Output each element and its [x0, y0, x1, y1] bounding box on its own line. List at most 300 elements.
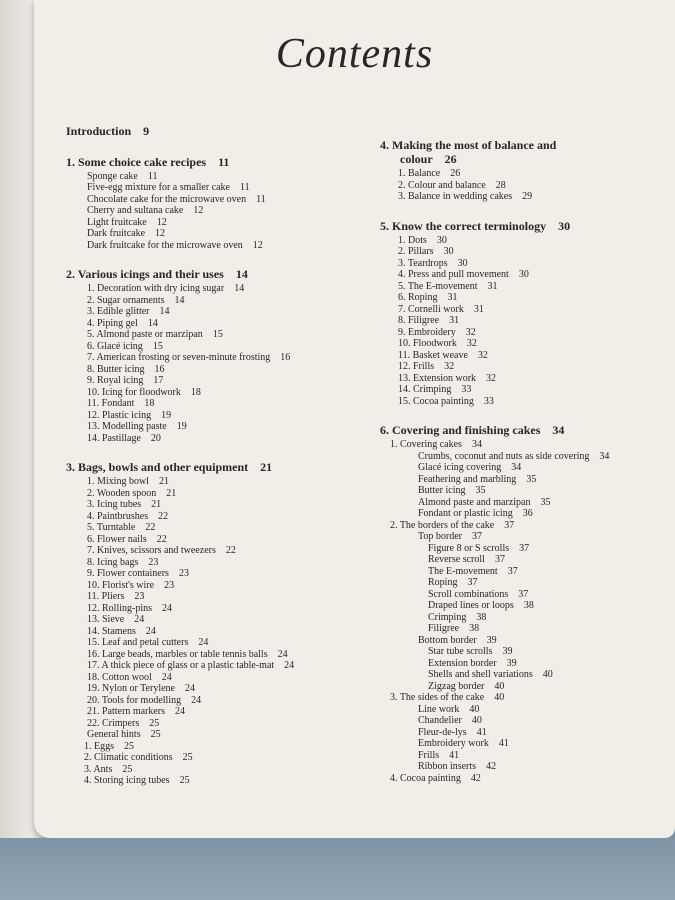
- toc-entry: [380, 350, 670, 362]
- toc-entry: [66, 626, 366, 638]
- entry-label: 4. Press and pull movement: [398, 269, 509, 280]
- entry-label: 1. Balance: [398, 168, 441, 179]
- toc-entry: [380, 246, 670, 258]
- toc-entry: [66, 205, 366, 217]
- entry-label: 8. Icing bags: [87, 556, 139, 568]
- entry-page-number: 42: [470, 772, 481, 784]
- toc-entry: [380, 304, 670, 316]
- toc-entry: [380, 727, 670, 739]
- toc-entry: [380, 612, 670, 624]
- entry-page-number: 40: [471, 715, 482, 726]
- entry-page-number: 25: [179, 775, 190, 786]
- entry-page-number: 24: [162, 602, 173, 614]
- entry-label: 12. Frills: [398, 361, 435, 372]
- toc-section: [380, 423, 670, 784]
- entry-page-number: 25: [124, 740, 134, 752]
- toc-entry: [66, 741, 366, 753]
- entry-page-number: 33: [461, 384, 472, 395]
- section-title-label: 2. Various icings and their uses: [66, 267, 224, 281]
- entry-label: 11. Pliers: [87, 591, 125, 602]
- section-title-label: 3. Bags, bowls and other equipment: [66, 460, 249, 474]
- toc-entry: [66, 729, 366, 741]
- entry-page-number: 28: [495, 179, 506, 191]
- entry-label: 13. Sieve: [87, 614, 125, 625]
- entry-page-number: 37: [494, 554, 505, 565]
- toc-entry: [66, 591, 366, 603]
- entry-label: 1. Covering cakes: [390, 439, 462, 450]
- toc-entry: [66, 499, 366, 511]
- entry-label: 3. Balance in wedding cakes: [398, 191, 513, 202]
- entry-label: 2. Pillars: [398, 246, 434, 257]
- toc-entry: [66, 421, 366, 433]
- desk-surface: [0, 838, 675, 900]
- toc-entry: [66, 752, 366, 764]
- entry-page-number: 12: [155, 228, 166, 239]
- entry-label: Fondant or plastic icing: [418, 508, 513, 519]
- toc-entry: [66, 283, 366, 295]
- toc-entry: [66, 476, 366, 488]
- toc-entry: [66, 545, 366, 557]
- entry-label: 11. Fondant: [87, 398, 135, 409]
- entry-page-number: 33: [483, 395, 494, 407]
- entry-label: 1. Dots: [398, 234, 427, 246]
- entry-page-number: 41: [498, 738, 509, 749]
- entry-label: Top border: [418, 531, 463, 542]
- entry-label: Bottom border: [418, 634, 477, 646]
- section-title-label: 1. Some choice cake recipes: [66, 154, 207, 169]
- toc-entry: [380, 451, 670, 463]
- entry-label: 12. Plastic icing: [87, 409, 152, 421]
- entry-label: Crimping: [428, 611, 467, 623]
- toc-entry: [380, 474, 670, 486]
- entry-page-number: 15: [152, 340, 163, 352]
- entry-page-number: 22: [145, 522, 156, 533]
- toc-entry: [66, 295, 366, 307]
- toc-entry: [66, 580, 366, 592]
- toc-entry: [66, 387, 366, 399]
- toc-entry: [380, 497, 670, 509]
- entry-label: 4. Piping gel: [87, 317, 138, 329]
- section-title: [380, 423, 670, 437]
- toc-entry: [380, 623, 670, 635]
- toc-entry: [66, 352, 366, 364]
- entry-page-number: 14: [174, 294, 185, 306]
- entry-label: Dark fruitcake: [87, 228, 146, 239]
- entry-page-number: 31: [449, 315, 460, 326]
- toc-entry: [380, 600, 670, 612]
- entry-page-number: 39: [486, 634, 497, 646]
- section-title: [66, 155, 366, 169]
- toc-section: [66, 267, 366, 444]
- toc-entry: [66, 194, 366, 206]
- entry-label: 9. Flower containers: [87, 568, 169, 579]
- entry-label: 8. Butter icing: [87, 363, 145, 375]
- entry-page-number: 17: [153, 375, 164, 386]
- entry-page-number: 38: [469, 623, 480, 634]
- section-page-number: 26: [444, 152, 457, 166]
- page-title: Contents: [275, 31, 434, 77]
- entry-label: 8. Filigree: [398, 315, 440, 326]
- entry-page-number: 32: [486, 372, 497, 384]
- entry-label: 6. Flower nails: [87, 533, 147, 545]
- entry-page-number: 35: [526, 473, 537, 485]
- toc-entry: [66, 329, 366, 341]
- entry-page-number: 41: [449, 749, 460, 761]
- entry-page-number: 32: [466, 338, 477, 349]
- entry-label: 13. Modelling paste: [87, 421, 167, 432]
- entry-label: Roping: [428, 577, 458, 588]
- toc-entry: [380, 554, 670, 566]
- entry-label: 5. Turntable: [87, 522, 136, 533]
- entry-page-number: 37: [507, 565, 518, 577]
- entry-page-number: 35: [475, 485, 486, 496]
- entry-label: 2. Wooden spoon: [87, 487, 157, 499]
- entry-page-number: 31: [473, 303, 484, 315]
- entry-label: Glacé icing covering: [418, 462, 502, 473]
- entry-label: Five-egg mixture for a smaller cake: [87, 182, 230, 193]
- entry-label: 2. The borders of the cake: [390, 519, 495, 531]
- entry-page-number: 25: [122, 763, 133, 775]
- entry-page-number: 19: [176, 421, 187, 432]
- entry-label: 3. The sides of the cake: [390, 692, 485, 703]
- entry-page-number: 35: [540, 496, 551, 508]
- entry-page-number: 36: [522, 508, 533, 519]
- entry-label: Dark fruitcake for the microwave oven: [87, 239, 243, 251]
- entry-page-number: 37: [518, 588, 529, 600]
- toc-entry: [66, 433, 366, 445]
- toc-entry: [66, 557, 366, 569]
- entry-label: 7. Knives, scissors and tweezers: [87, 545, 216, 556]
- entry-label: 11. Basket weave: [398, 349, 468, 361]
- entry-page-number: 24: [284, 660, 295, 671]
- entry-label: Scroll combinations: [428, 588, 509, 600]
- toc-entry: [380, 566, 670, 578]
- entry-label: 16. Large beads, marbles or table tennis balls: [87, 648, 268, 660]
- toc-entry: [380, 508, 670, 520]
- entry-page-number: 24: [134, 614, 145, 625]
- introduction-label: Introduction: [66, 124, 132, 138]
- toc-entry: [380, 692, 670, 704]
- entry-page-number: 37: [519, 542, 530, 554]
- entry-label: 15. Leaf and petal cutters: [87, 637, 189, 648]
- entry-label: Feathering and marbling: [418, 473, 517, 485]
- toc-entry: [66, 488, 366, 500]
- entry-page-number: 25: [149, 717, 160, 729]
- introduction-entry: [66, 126, 366, 138]
- entry-page-number: 39: [502, 646, 513, 657]
- entry-label: Filigree: [428, 623, 460, 634]
- entry-label: Line work: [418, 703, 460, 715]
- toc-entry: [380, 635, 670, 647]
- toc-entry: [380, 543, 670, 555]
- entry-page-number: 37: [467, 577, 478, 588]
- contents-page: [34, 0, 675, 838]
- entry-label: Sponge cake: [87, 170, 138, 182]
- toc-entry: [380, 384, 670, 396]
- entry-page-number: 18: [144, 398, 155, 409]
- section-title-label: 6. Covering and finishing cakes: [380, 423, 541, 437]
- entry-label: Star tube scrolls: [428, 646, 493, 657]
- entry-label: 19. Nylon or Terylene: [87, 683, 175, 694]
- toc-entry: [380, 589, 670, 601]
- entry-page-number: 32: [477, 349, 488, 361]
- entry-page-number: 12: [193, 205, 204, 216]
- toc-entry: [380, 338, 670, 350]
- toc-entry: [66, 228, 366, 240]
- toc-entry: [380, 235, 670, 247]
- toc-entry: [380, 361, 670, 373]
- entry-label: Reverse scroll: [428, 554, 485, 565]
- entry-label: 18. Cotton wool: [87, 671, 152, 683]
- entry-page-number: 11: [147, 170, 158, 182]
- entry-page-number: 38: [523, 600, 534, 611]
- entry-page-number: 37: [472, 531, 483, 542]
- entry-page-number: 34: [511, 462, 522, 473]
- entry-label: 9. Embroidery: [398, 326, 456, 338]
- entry-page-number: 14: [234, 283, 245, 294]
- entry-page-number: 15: [212, 329, 223, 340]
- toc-entry: [66, 695, 366, 707]
- entry-label: 22. Crimpers: [87, 717, 140, 729]
- entry-page-number: 23: [164, 579, 175, 591]
- entry-label: Fleur-de-lys: [418, 726, 467, 738]
- entry-label: The E-movement: [428, 565, 498, 577]
- entry-page-number: 22: [225, 545, 236, 556]
- entry-label: 5. Almond paste or marzipan: [87, 329, 203, 340]
- toc-entry: [66, 568, 366, 580]
- entry-page-number: 23: [134, 591, 145, 602]
- section-title: [66, 267, 366, 281]
- toc-entry: [380, 773, 670, 785]
- entry-label: Draped lines or loops: [428, 600, 514, 611]
- introduction-page: 9: [143, 124, 150, 138]
- entry-page-number: 24: [184, 683, 195, 694]
- section-title-label: 4. Making the most of balance and: [380, 138, 557, 152]
- toc-entry: [380, 327, 670, 339]
- toc-entry: [380, 669, 670, 681]
- toc-entry: [380, 168, 670, 180]
- toc-entry: [380, 373, 670, 385]
- toc-entry: [66, 306, 366, 318]
- entry-label: 12. Rolling-pins: [87, 602, 153, 614]
- entry-page-number: 26: [450, 168, 461, 179]
- toc-entry: [66, 410, 366, 422]
- entry-label: 14. Pastillage: [87, 432, 141, 444]
- entry-page-number: 12: [252, 239, 263, 251]
- toc-entry: [66, 775, 366, 787]
- toc-entry: [380, 485, 670, 497]
- entry-label: Crumbs, coconut and nuts as side covering: [418, 450, 590, 462]
- left-column: [66, 126, 366, 803]
- toc-entry: [380, 577, 670, 589]
- entry-label: 4. Storing icing tubes: [84, 775, 170, 786]
- entry-page-number: 32: [444, 361, 455, 372]
- entry-page-number: 21: [158, 476, 169, 487]
- section-page-number: 34: [552, 423, 565, 437]
- entry-page-number: 23: [148, 556, 159, 568]
- entry-page-number: 16: [154, 363, 165, 375]
- entry-page-number: 40: [494, 692, 505, 703]
- entry-label: 1. Eggs: [84, 740, 114, 752]
- toc-entry: [380, 520, 670, 532]
- entry-label: 14. Crimping: [398, 384, 452, 395]
- entry-page-number: 32: [465, 326, 476, 338]
- entry-page-number: 30: [457, 257, 468, 269]
- toc-section: [66, 155, 366, 252]
- toc-entry: [66, 364, 366, 376]
- entry-label: 13. Extension work: [398, 372, 477, 384]
- entry-label: 4. Paintbrushes: [87, 510, 149, 522]
- toc-entry: [66, 318, 366, 330]
- toc-section: [380, 138, 670, 203]
- toc-entry: [66, 375, 366, 387]
- entry-page-number: 21: [151, 499, 162, 510]
- entry-page-number: 25: [182, 752, 193, 763]
- section-title-continued: colour: [400, 152, 433, 166]
- toc-entry: [380, 315, 670, 327]
- entry-page-number: 34: [599, 450, 610, 462]
- toc-entry: [66, 522, 366, 534]
- entry-page-number: 38: [476, 611, 487, 623]
- entry-label: 2. Sugar ornaments: [87, 294, 165, 306]
- toc-section: [380, 219, 670, 408]
- entry-label: 2. Climatic conditions: [84, 752, 173, 763]
- right-column: [380, 138, 670, 800]
- entry-page-number: 40: [542, 669, 553, 680]
- entry-label: 10. Icing for floodwork: [87, 386, 181, 398]
- entry-page-number: 14: [147, 317, 158, 329]
- entry-label: 20. Tools for modelling: [87, 694, 182, 706]
- entry-page-number: 30: [443, 246, 454, 257]
- toc-entry: [66, 706, 366, 718]
- entry-label: Zigzag border: [428, 680, 485, 692]
- toc-entry: [66, 603, 366, 615]
- entry-label: 6. Glacé icing: [87, 340, 143, 352]
- entry-page-number: 19: [161, 409, 172, 421]
- entry-label: 6. Roping: [398, 292, 438, 303]
- toc-entry: [66, 534, 366, 546]
- toc-entry: [380, 681, 670, 693]
- entry-page-number: 41: [476, 726, 487, 738]
- entry-label: 21. Pattern markers: [87, 706, 166, 717]
- entry-page-number: 40: [494, 680, 505, 692]
- entry-label: 7. Cornelli work: [398, 303, 464, 315]
- toc-entry: [380, 269, 670, 281]
- entry-page-number: 20: [150, 432, 161, 444]
- section-page-number: 30: [558, 218, 571, 233]
- section-page-number: 11: [218, 154, 230, 169]
- entry-page-number: 24: [198, 637, 209, 648]
- entry-page-number: 22: [158, 510, 169, 522]
- toc-entry: [66, 341, 366, 353]
- entry-label: 7. American frosting or seven-minute frosting: [87, 352, 271, 363]
- toc-entry: [380, 396, 670, 408]
- toc-entry: [380, 646, 670, 658]
- entry-page-number: 24: [277, 648, 288, 660]
- entry-page-number: 18: [190, 386, 201, 398]
- entry-page-number: 31: [487, 280, 498, 292]
- entry-label: Light fruitcake: [87, 216, 147, 228]
- entry-label: Butter icing: [418, 485, 466, 496]
- entry-page-number: 24: [161, 671, 172, 683]
- entry-label: 2. Colour and balance: [398, 179, 486, 191]
- toc-entry: [380, 704, 670, 716]
- section-page-number: 14: [235, 267, 248, 281]
- entry-page-number: 30: [436, 234, 447, 246]
- entry-label: 5. The E-movement: [398, 280, 478, 292]
- toc-entry: [380, 292, 670, 304]
- entry-page-number: 30: [518, 269, 529, 280]
- section-page-number: 21: [260, 460, 273, 474]
- toc-entry: [380, 191, 670, 203]
- entry-label: General hints: [87, 729, 141, 740]
- entry-label: 17. A thick piece of glass or a plastic table-mat: [87, 660, 275, 671]
- toc-entry: [66, 649, 366, 661]
- entry-page-number: 14: [159, 306, 170, 317]
- toc-entry: [380, 281, 670, 293]
- entry-label: 14. Stamens: [87, 625, 136, 637]
- toc-entry: [66, 683, 366, 695]
- section-title: [380, 219, 670, 233]
- entry-label: 3. Ants: [84, 763, 113, 775]
- toc-entry: [380, 258, 670, 270]
- toc-entry: [66, 182, 366, 194]
- entry-page-number: 34: [471, 439, 482, 450]
- entry-label: 4. Cocoa painting: [390, 772, 461, 784]
- toc-entry: [66, 672, 366, 684]
- section-title-label: 5. Know the correct terminology: [380, 218, 547, 233]
- toc-entry: [66, 660, 366, 672]
- entry-label: 1. Decoration with dry icing sugar: [87, 283, 225, 294]
- toc-entry: [66, 718, 366, 730]
- entry-page-number: 42: [486, 761, 497, 772]
- entry-label: Extension border: [428, 657, 497, 669]
- toc-entry: [380, 462, 670, 474]
- toc-entry: [66, 511, 366, 523]
- toc-entry: [66, 217, 366, 229]
- entry-page-number: 16: [280, 352, 291, 363]
- toc-entry: [380, 658, 670, 670]
- toc-entry: [380, 531, 670, 543]
- section-title: [380, 138, 670, 166]
- entry-page-number: 11: [240, 182, 250, 193]
- entry-label: 10. Florist's wire: [87, 579, 155, 591]
- entry-label: Frills: [418, 749, 440, 761]
- entry-page-number: 24: [145, 625, 156, 637]
- entry-label: 3. Edible glitter: [87, 306, 150, 317]
- entry-page-number: 24: [175, 706, 186, 717]
- entry-page-number: 29: [522, 191, 533, 202]
- entry-page-number: 25: [150, 729, 161, 740]
- entry-label: Chocolate cake for the microwave oven: [87, 193, 247, 205]
- toc-entry: [380, 715, 670, 727]
- entry-label: Embroidery work: [418, 738, 489, 749]
- entry-page-number: 12: [156, 216, 167, 228]
- entry-page-number: 39: [506, 657, 517, 669]
- entry-page-number: 21: [166, 487, 177, 499]
- toc-entry: [66, 614, 366, 626]
- entry-page-number: 40: [469, 703, 480, 715]
- toc-entry: [380, 180, 670, 192]
- entry-label: Figure 8 or S scrolls: [428, 542, 510, 554]
- entry-page-number: 23: [178, 568, 189, 579]
- entry-page-number: 31: [447, 292, 458, 303]
- entry-page-number: 24: [191, 694, 202, 706]
- toc-section: [66, 460, 366, 787]
- toc-entry: [380, 750, 670, 762]
- entry-label: Ribbon inserts: [418, 761, 477, 772]
- entry-label: Chandelier: [418, 715, 462, 726]
